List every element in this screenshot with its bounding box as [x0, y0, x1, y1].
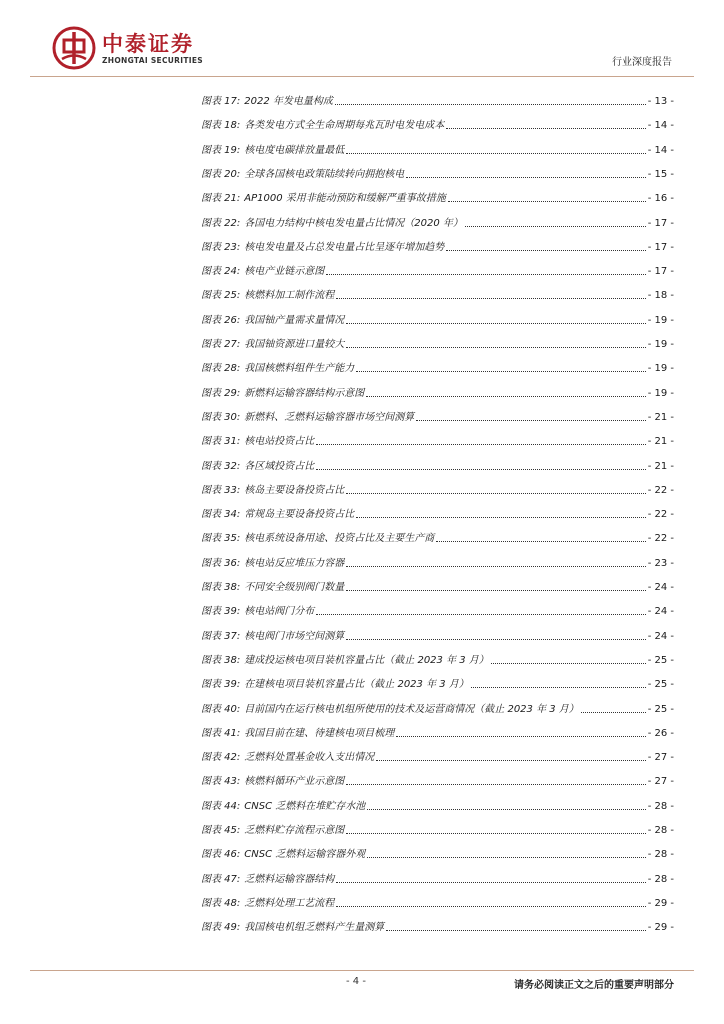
toc-entry-title: 新燃料、乏燃料运输容器市场空间测算 — [244, 411, 415, 423]
toc-entry-page: - 25 - — [647, 654, 674, 666]
logo-chinese-name: 中泰证券 — [102, 32, 194, 56]
toc-entry[interactable] — [201, 457, 674, 473]
toc-entry[interactable] — [201, 627, 674, 643]
toc-dot-leader — [416, 419, 645, 421]
toc-entry-page: - 28 - — [647, 800, 674, 812]
toc-dot-leader — [336, 881, 645, 883]
toc-entry-label: 图表 22: — [201, 217, 241, 229]
toc-entry[interactable] — [201, 748, 674, 764]
toc-entry-label: 图表 38: — [201, 582, 241, 593]
toc-entry[interactable] — [201, 651, 674, 667]
toc-entry-title: 我国铀资源进口量较大 — [244, 339, 345, 350]
toc-entry-page: - 29 - — [647, 922, 674, 934]
toc-entry-title: CNSC 乏燃料在堆贮存水池 — [244, 800, 366, 812]
toc-dot-leader — [336, 905, 645, 907]
toc-entry-page: - 17 - — [647, 241, 674, 253]
toc-entry[interactable] — [201, 821, 674, 837]
toc-entry-label: 图表 35: — [201, 533, 241, 545]
toc-entry-label: 图表 46: — [201, 849, 241, 861]
toc-entry-page: - 17 - — [647, 266, 674, 278]
toc-entry-page: - 28 - — [647, 873, 674, 885]
toc-entry[interactable] — [201, 772, 674, 788]
toc-entry-title: 核电发电量及占总发电量占比呈逐年增加趋势 — [244, 241, 445, 253]
toc-entry[interactable] — [201, 505, 674, 521]
toc-entry-page: - 25 - — [647, 679, 674, 691]
toc-entry-label: 图表 30: — [201, 411, 241, 423]
toc-entry-label: 图表 37: — [201, 630, 241, 642]
toc-entry-label: 图表 25: — [201, 290, 241, 302]
toc-entry-label: 图表 21: — [201, 193, 241, 205]
toc-entry[interactable] — [201, 554, 674, 570]
toc-entry-label: 图表 28: — [201, 363, 241, 375]
toc-entry-title: CNSC 乏燃料运输容器外观 — [244, 849, 366, 861]
toc-entry-page: - 13 - — [647, 96, 674, 107]
toc-entry-title: 建成投运核电项目装机容量占比（截止 2023 年 3 月） — [244, 654, 489, 666]
toc-entry-title: 我国核燃料组件生产能力 — [244, 363, 355, 375]
footer-divider — [30, 970, 694, 971]
toc-entry-page: - 28 - — [647, 849, 674, 861]
toc-entry-page: - 26 - — [647, 727, 674, 739]
report-type-label: 行业深度报告 — [612, 57, 672, 68]
toc-dot-leader — [436, 540, 645, 542]
toc-entry-page: - 22 - — [647, 484, 674, 496]
toc-entry-page: - 14 - — [647, 144, 674, 156]
toc-entry-title: 乏燃料贮存流程示意图 — [244, 825, 345, 836]
toc-entry-title: 乏燃料处置基金收入支出情况 — [244, 752, 375, 764]
toc-entry-page: - 24 - — [647, 630, 674, 642]
toc-entry[interactable] — [201, 529, 674, 545]
toc-entry-title: 核电阀门市场空间测算 — [244, 630, 345, 642]
toc-entry-title: 核燃料加工制作流程 — [244, 290, 335, 302]
toc-entry[interactable] — [201, 165, 674, 181]
toc-entry-label: 图表 41: — [201, 727, 241, 739]
toc-entry-page: - 17 - — [647, 217, 674, 229]
toc-entry-label: 图表 40: — [201, 703, 241, 715]
toc-entry-label: 图表 20: — [201, 168, 241, 180]
toc-dot-leader — [471, 686, 646, 688]
toc-entry-label: 图表 29: — [201, 387, 241, 399]
toc-entry-label: 图表 31: — [201, 436, 241, 448]
toc-entry[interactable] — [201, 116, 674, 132]
toc-entry-label: 图表 26: — [201, 314, 241, 326]
toc-entry[interactable] — [201, 359, 674, 375]
toc-entry-label: 图表 27: — [201, 339, 241, 350]
toc-dot-leader — [346, 565, 645, 567]
toc-entry[interactable] — [201, 286, 674, 302]
toc-entry[interactable] — [201, 870, 674, 886]
toc-entry-page: - 24 - — [647, 582, 674, 593]
toc-entry-title: 核电产业链示意图 — [244, 266, 325, 278]
toc-entry-label: 图表 18: — [201, 120, 241, 132]
toc-entry-page: - 21 - — [647, 436, 674, 448]
toc-dot-leader — [491, 662, 646, 664]
toc-entry[interactable] — [201, 384, 674, 400]
toc-dot-leader — [346, 322, 645, 324]
toc-dot-leader — [326, 273, 645, 275]
toc-entry-label: 图表 23: — [201, 241, 241, 253]
toc-entry[interactable] — [201, 481, 674, 497]
toc-dot-leader — [336, 297, 645, 299]
toc-entry-page: - 22 - — [647, 509, 674, 521]
toc-entry-title: 核电站反应堆压力容器 — [244, 557, 345, 569]
toc-entry-label: 图表 48: — [201, 897, 241, 909]
toc-entry-label: 图表 43: — [201, 776, 241, 788]
toc-entry-title: 全球各国核电政策陆续转向拥抱核电 — [244, 168, 405, 180]
toc-entry-title: 常规岛主要设备投资占比 — [244, 509, 355, 521]
toc-entry-label: 图表 42: — [201, 752, 241, 764]
toc-dot-leader — [465, 225, 646, 227]
toc-entry-title: 核岛主要设备投资占比 — [244, 484, 345, 496]
toc-entry-title: 2022 年发电量构成 — [244, 96, 333, 107]
toc-dot-leader — [366, 395, 645, 397]
toc-entry-page: - 19 - — [647, 387, 674, 399]
toc-dot-leader — [346, 492, 645, 494]
toc-entry-label: 图表 49: — [201, 922, 241, 934]
toc-entry-page: - 15 - — [647, 168, 674, 180]
toc-entry-page: - 24 - — [647, 606, 674, 618]
toc-entry-label: 图表 44: — [201, 800, 241, 812]
toc-entry-title: 乏燃料运输容器结构 — [244, 873, 335, 885]
toc-entry[interactable] — [201, 141, 674, 157]
toc-entry-label: 图表 24: — [201, 266, 241, 278]
toc-entry-label: 图表 39: — [201, 606, 241, 618]
toc-entry-label: 图表 38: — [201, 654, 241, 666]
toc-dot-leader — [367, 808, 645, 810]
logo-english-name: ZHONGTAI SECURITIES — [102, 56, 203, 65]
toc-entry-title: 在建核电项目装机容量占比（截止 2023 年 3 月） — [244, 679, 469, 691]
toc-dot-leader — [346, 638, 645, 640]
toc-entry-label: 图表 19: — [201, 144, 241, 156]
toc-dot-leader — [367, 856, 645, 858]
toc-entry-page: - 16 - — [647, 193, 674, 205]
toc-entry-title: 核电站阀门分布 — [244, 606, 315, 618]
disclaimer-text: 请务必阅读正文之后的重要声明部分 — [514, 980, 674, 991]
toc-entry[interactable] — [201, 894, 674, 910]
toc-dot-leader — [446, 249, 645, 251]
toc-entry-page: - 18 - — [647, 290, 674, 302]
page-number: - 4 - — [346, 976, 366, 987]
toc-entry[interactable] — [201, 578, 674, 594]
toc-entry-label: 图表 33: — [201, 484, 241, 496]
toc-entry-label: 图表 34: — [201, 509, 241, 521]
toc-dot-leader — [406, 176, 645, 178]
toc-entry-title: 我国目前在建、待建核电项目梳理 — [244, 727, 395, 739]
toc-entry[interactable] — [201, 92, 674, 108]
toc-dot-leader — [316, 443, 645, 445]
toc-entry[interactable] — [201, 214, 674, 230]
toc-entry-page: - 27 - — [647, 776, 674, 788]
toc-entry[interactable] — [201, 311, 674, 327]
toc-entry-title: 各区域投资占比 — [244, 460, 315, 472]
toc-dot-leader — [346, 589, 645, 591]
toc-entry[interactable] — [201, 238, 674, 254]
toc-entry-label: 图表 39: — [201, 679, 241, 691]
toc-entry-title: AP1000 采用非能动预防和缓解严重事故措施 — [244, 193, 446, 205]
toc-dot-leader — [356, 370, 645, 372]
toc-entry-title: 各类发电方式全生命周期每兆瓦时电发电成本 — [244, 120, 445, 132]
toc-entry-label: 图表 47: — [201, 873, 241, 885]
toc-dot-leader — [448, 200, 646, 202]
toc-entry-title: 目前国内在运行核电机组所使用的技术及运营商情况（截止 2023 年 3 月） — [244, 703, 579, 715]
toc-entry-title: 不同安全级别阀门数量 — [244, 582, 345, 593]
toc-dot-leader — [396, 735, 645, 737]
toc-entry-title: 新燃料运输容器结构示意图 — [244, 387, 365, 399]
toc-entry-title: 核电度电碳排放量最低 — [244, 144, 345, 156]
toc-dot-leader — [446, 127, 645, 129]
toc-entry-label: 图表 17: — [201, 96, 241, 107]
toc-entry[interactable] — [201, 189, 674, 205]
toc-entry-title: 我国铀产量需求量情况 — [244, 314, 345, 326]
toc-entry-title: 核电系统设备用途、投资占比及主要生产商 — [244, 533, 435, 545]
toc-entry-page: - 21 - — [647, 460, 674, 472]
toc-dot-leader — [346, 783, 645, 785]
toc-entry-page: - 29 - — [647, 897, 674, 909]
toc-entry[interactable] — [201, 335, 674, 351]
toc-entry-title: 核电站投资占比 — [244, 436, 315, 448]
toc-entry-page: - 14 - — [647, 120, 674, 132]
toc-dot-leader — [376, 759, 645, 761]
toc-dot-leader — [356, 516, 645, 518]
toc-entry-page: - 23 - — [647, 557, 674, 569]
toc-entry-page: - 19 - — [647, 314, 674, 326]
toc-entry-page: - 19 - — [647, 363, 674, 375]
toc-entry-page: - 25 - — [647, 703, 674, 715]
toc-dot-leader — [346, 346, 645, 348]
toc-entry[interactable] — [201, 700, 674, 716]
toc-entry[interactable] — [201, 262, 674, 278]
toc-entry[interactable] — [201, 408, 674, 424]
toc-entry[interactable] — [201, 602, 674, 618]
toc-entry-page: - 27 - — [647, 752, 674, 764]
toc-entry-label: 图表 45: — [201, 825, 241, 836]
toc-entry-page: - 22 - — [647, 533, 674, 545]
toc-dot-leader — [386, 929, 645, 931]
toc-entry-title: 我国核电机组乏燃料产生量测算 — [244, 922, 385, 934]
toc-entry-title: 乏燃料处理工艺流程 — [244, 897, 335, 909]
toc-entry[interactable] — [201, 918, 674, 934]
toc-entry-title: 各国电力结构中核电发电量占比情况（2020 年） — [244, 217, 463, 229]
toc-dot-leader — [316, 468, 645, 470]
toc-dot-leader — [335, 103, 646, 105]
toc-entry-label: 图表 32: — [201, 460, 241, 472]
toc-entry[interactable] — [201, 724, 674, 740]
toc-dot-leader — [346, 832, 645, 834]
toc-dot-leader — [581, 711, 646, 713]
toc-entry-label: 图表 36: — [201, 557, 241, 569]
toc-entry[interactable] — [201, 845, 674, 861]
toc-entry-page: - 21 - — [647, 411, 674, 423]
toc-entry[interactable] — [201, 675, 674, 691]
toc-entry[interactable] — [201, 797, 674, 813]
toc-entry-page: - 28 - — [647, 825, 674, 836]
toc-dot-leader — [346, 152, 645, 154]
toc-entry[interactable] — [201, 432, 674, 448]
toc-entry-title: 核燃料循环产业示意图 — [244, 776, 345, 788]
toc-dot-leader — [316, 613, 645, 615]
toc-entry-page: - 19 - — [647, 339, 674, 350]
